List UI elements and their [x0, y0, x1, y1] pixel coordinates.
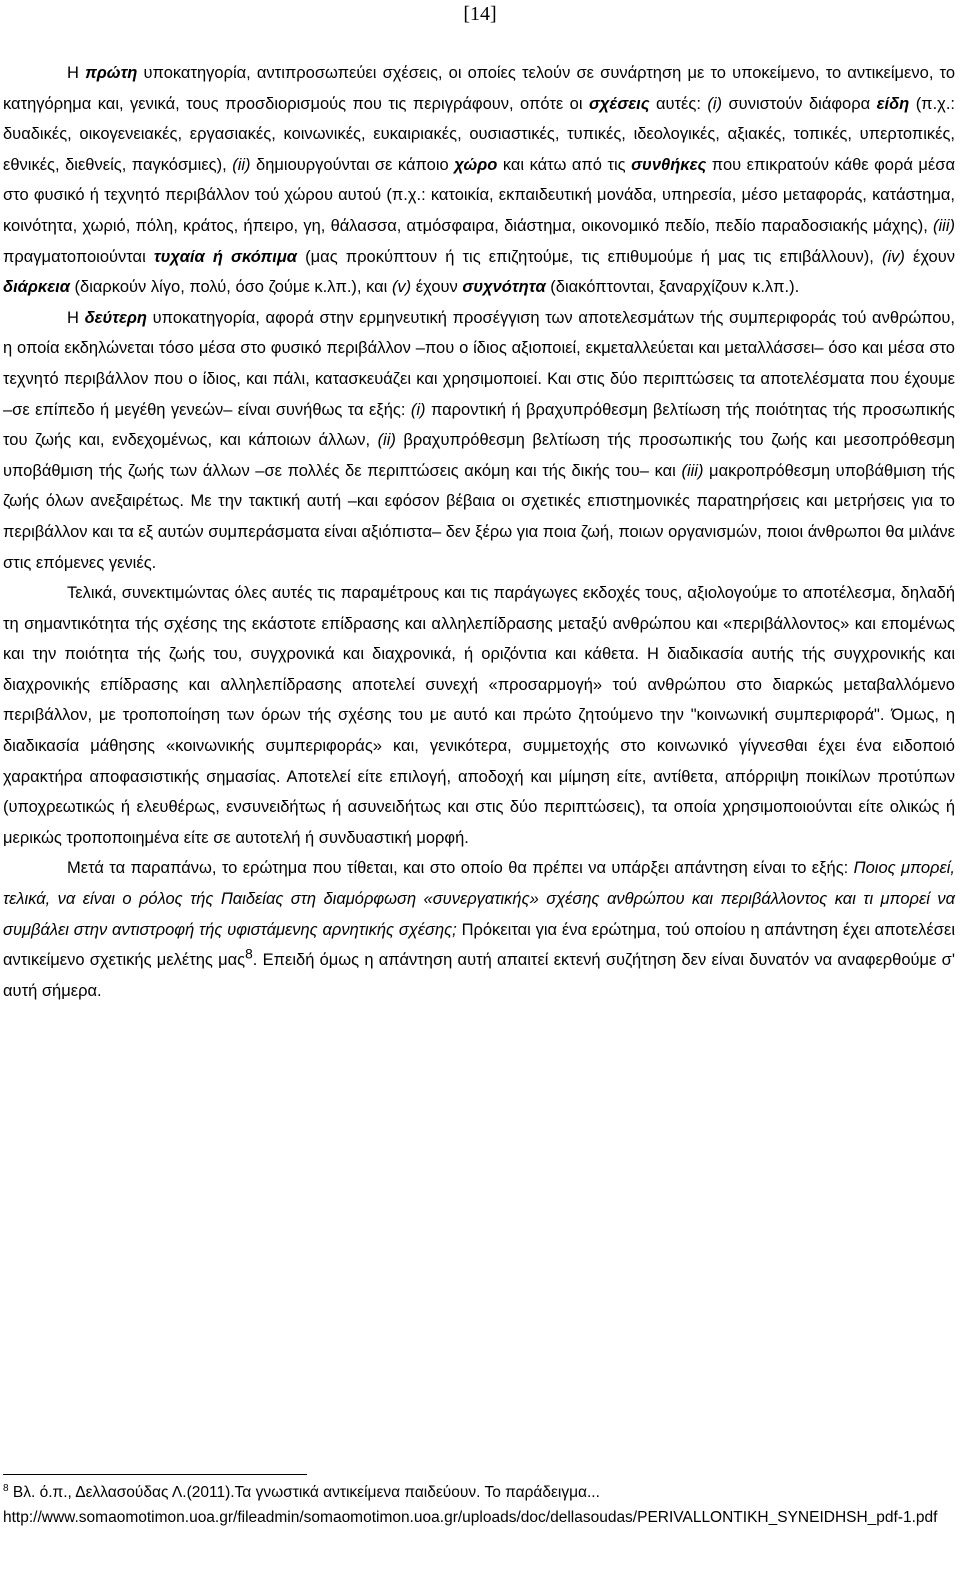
footnote-separator — [3, 1474, 307, 1475]
emphasis: συχνότητα — [462, 278, 546, 297]
footnote — [3, 1480, 955, 1530]
emphasis: χώρο — [454, 155, 498, 174]
text-run: υποκατηγορία, αντιπροσωπεύει σχέσεις, οι οποίες τελούν σε συνάρτηση με το υποκείμενο, το αντικείμενο, το κατηγόρημα και, γενικά, τους προσδιορισμούς που τις περιγράφουν, οπότε οι — [3, 64, 956, 113]
text-run: Πρόκειται για ένα ερώτημα, τού οποίου η απάντηση έχει αποτελέσει αντικείμενο σχετικής μελέτης μας — [3, 920, 955, 970]
emphasis: δεύτερη — [84, 308, 147, 327]
text-run: (π.χ.: δυαδικές, οικογενειακές, εργασιακές, κοινωνικές, ευκαιριακές, ουσιαστικές, τυπικές, ιδεολογικές, αξιακές, τοπικές, υπερτοπικές, εθνικές, διεθνείς, παγκόσμιες), — [3, 94, 955, 174]
text-run: βραχυπρόθεσμη βελτίωση τής προσωπικής του ζωής και μεσοπρόθεσμη υποβάθμιση τής ζωής των άλλων –σε πολλές δε περιπτώσεις ακόμη και τής δικής του– και — [3, 431, 955, 480]
italic-text: (v) — [391, 278, 412, 297]
footnote-reference: 8 — [245, 946, 253, 962]
text-run: υποκατηγορία, αφορά στην ερμηνευτική προσέγγιση των αποτελεσμάτων τής συμπεριφοράς τού ανθρώπου, η οποία εκδηλώνεται τόσο μέσα στο φυσικό περιβάλλον –που ο ίδιος αξιοποιεί, εκμεταλλεύεται και μεταλλάσσει– όσο και μέσα στο τεχνητό περιβάλλον που ο ίδιος, και πάλι, κατασκευάζει και χρησιμοποιεί. Και στις δύο περιπτώσεις τα αποτελέσματα που έχουμε –σε επίπεδο ή μεγέθη γενεών– είναι συνήθως τα εξής: — [3, 308, 955, 419]
emphasis: πρώτη — [85, 64, 138, 82]
text-run: πραγματοποιούνται — [3, 247, 154, 266]
footnote-text: Βλ. ό.π., Δελλασούδας Λ.(2011).Τα γνωστικά αντικείμενα παιδεύουν. Το παράδειγμα... — [8, 1484, 600, 1501]
text-run: (διαρκούν λίγο, πολύ, όσο ζούμε κ.λπ.), και — [69, 278, 392, 297]
italic-text: (i) — [707, 94, 723, 113]
text-run: παροντική ή βραχυπρόθεσμη βελτίωση τής ποιότητας τής προσωπικής του ζωής και, ενδεχομένως, και κάποιων άλλων, — [3, 400, 955, 450]
bold-italic-term — [589, 95, 650, 113]
page-number: [14] — [463, 3, 497, 25]
text-run: δημιουργούνται σε κάποιο — [250, 155, 455, 174]
emphasis: είδη — [876, 94, 910, 113]
text-run: Η — [67, 64, 86, 82]
italic-text: (ii) — [377, 431, 396, 450]
italic-text: (iii) — [681, 461, 704, 480]
bold-italic-term — [3, 278, 70, 296]
emphasis: συνθήκες — [631, 155, 707, 174]
footnote-marker: 8 — [3, 1482, 9, 1494]
paragraph — [3, 853, 955, 1006]
bold-italic-term — [877, 95, 910, 113]
text-run: έχουν — [904, 247, 956, 266]
emphasis: διάρκεια — [3, 278, 70, 297]
bold-italic-term — [454, 156, 497, 174]
italic-text: (ii) — [232, 155, 251, 174]
text-run: Μετά τα παραπάνω, το ερώτημα που τίθεται, και στο οποίο θα πρέπει να υπάρξει απάντηση είναι το εξής: — [67, 859, 854, 878]
text-run: . Επειδή όμως η απάντηση αυτή απαιτεί εκτενή συζήτηση δεν είναι δυνατόν να αναφερθούμε σ' αυτή σήμερα. — [3, 951, 955, 1000]
text-run: έχουν — [411, 278, 463, 297]
text-run: μακροπρόθεσμη υποβάθμιση τής ζωής όλων ανεξαιρέτως. Με την τακτική αυτή –και εφόσον βέβαια οι σχετικές επιστημονικές παρατηρήσεις και μετρήσεις για το περιβάλλον και τα εξ αυτών συμπεράσματα είναι αξιόπιστα– δεν ξέρω για ποια ζωή, ποιων οργανισμών, ποιοι άνθρωποι θα μιλάνε στις επόμενες γενιές. — [3, 461, 955, 572]
text-run: Τελικά, συνεκτιμώντας όλες αυτές τις παραμέτρους και τις παράγωγες εκδοχές τους, αξιολογούμε το αποτέλεσμα, δηλαδή τη σημαντικότητα τής σχέσης της εκάστοτε επίδρασης και αλληλεπίδρασης μεταξύ ανθρώπου και «περιβάλλοντος» και επομένως και την ποιότητα τής ζωής του, συγχρονικά και διαχρονικά, ή οριζόντια και κάθετα. Η διαδικασία αυτής τής συγχρονικής και διαχρονικής επίδρασης και αλληλεπίδρασης αποτελεί συνεχή «προσαρμογή» τού ανθρώπου στο διαρκώς μεταβαλλόμενο περιβάλλον, με τροποποίηση των όρων τής σχέσης του με αυτό και πρώτο ζητούμενο την "κοινωνική συμπεριφορά". Όμως, η διαδικασία μάθησης «κοινωνικής συμπεριφοράς» και, γενικότερα, συμμετοχής στο κοινωνικό γίγνεσθαι έχει ένα ειδοποιό χαρακτήρα αποφασιστικής σημασίας. Αποτελεί είτε επιλογή, αποδοχή και μίμηση είτε, αντίθετα, απόρριψη ποικίλων προτύπων (υποχρεωτικώς ή ελευθέρως, ενσυνειδήτως ή ασυνειδήτως και στις δύο περιπτώσεις), τα οποία χρησιμοποιούνται είτε ολικώς ή μερικώς τροποποιημένα είτε σε αυτοτελή ή συνδυαστική μορφή. — [3, 584, 955, 847]
text-run: και κάτω από τις — [497, 155, 632, 174]
paragraph — [3, 578, 955, 853]
text-run: αυτές: — [649, 94, 708, 113]
paragraph — [3, 303, 955, 578]
footnote-link[interactable]: http://www.somaomotimon.uoa.gr/fileadmin/somaomotimon.uoa.gr/uploads/doc/dellasoudas/PERIVALLONTIKH_SYNEIDHSH_pdf-1.pdf — [3, 1509, 938, 1526]
italic-text: (iv) — [881, 247, 905, 266]
text-run: (διακόπτονται, ξαναρχίζουν κ.λπ.). — [545, 278, 800, 297]
bold-italic-term — [85, 309, 147, 327]
paragraph — [3, 58, 955, 303]
bold-italic-term — [631, 156, 706, 174]
body-text — [3, 58, 955, 1006]
italic-text: Ποιος μπορεί, τελικά, να είναι ο ρόλος τής Παιδείας στη διαμόρφωση «συνεργατικής» σχέσης ανθρώπου και περιβάλλοντος και τι μπορεί να συμβάλει στην αντιστροφή τής υφιστάμενης αρνητικής σχέσης; — [3, 859, 955, 939]
italic-text: (iii) — [933, 216, 955, 235]
bold-italic-term — [85, 64, 137, 82]
text-run: (μας προκύπτουν ή τις επιζητούμε, τις επιθυμούμε ή μας τις επιβάλλουν), — [297, 247, 882, 266]
italic-text: (i) — [410, 400, 426, 419]
text-run: που επικρατούν κάθε φορά μέσα στο φυσικό ή τεχνητό περιβάλλον τού χώρου αυτού (π.χ.: κατοικία, εκπαιδευτική μονάδα, υπηρεσία, μέσο μεταφοράς, κατάστημα, κοινότητα, χωριό, πόλη, κράτος, ήπειρο, γη, θάλασσα, ατμόσφαιρα, διάστημα, οικονομικό πεδίο, πεδίο παραδοσιακής μάχης), — [3, 155, 955, 235]
text-run: συνιστούν διάφορα — [722, 94, 877, 113]
text-run: Η — [67, 308, 85, 327]
emphasis: σχέσεις — [588, 94, 650, 113]
bold-italic-term — [154, 248, 297, 266]
emphasis: τυχαία ή σκόπιμα — [153, 247, 298, 266]
bold-italic-term — [462, 278, 545, 296]
